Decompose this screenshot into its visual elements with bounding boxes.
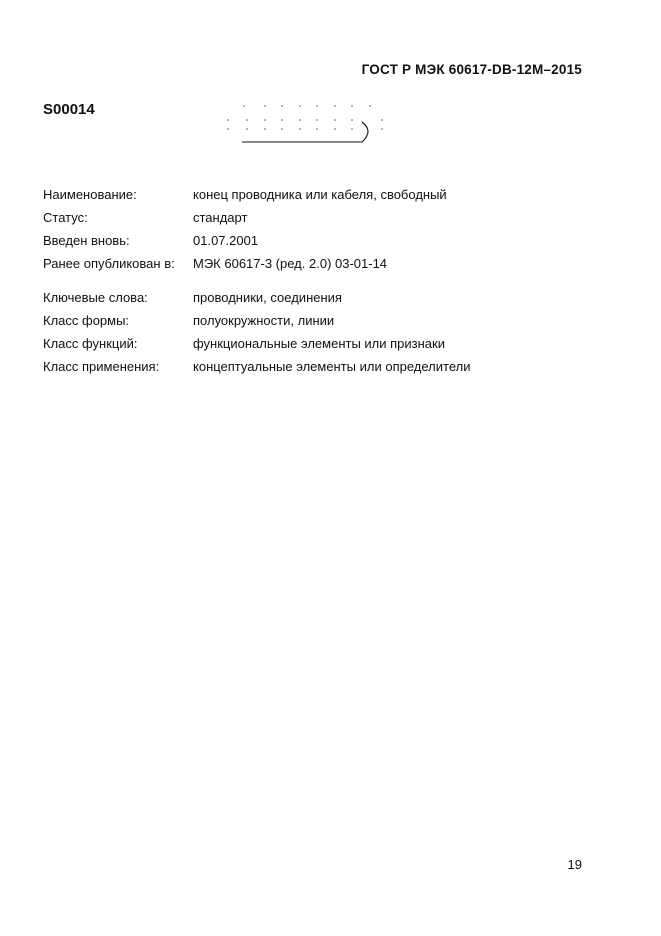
property-label: Введен вновь: bbox=[43, 233, 130, 248]
property-label: Класс применения: bbox=[43, 359, 160, 374]
property-label: Статус: bbox=[43, 210, 88, 225]
property-value: полуокружности, линии bbox=[193, 313, 335, 328]
property-value: МЭК 60617-3 (ред. 2.0) 03-01-14 bbox=[193, 256, 388, 271]
property-value: конец проводника или кабеля, свободный bbox=[193, 187, 447, 202]
property-label: Класс формы: bbox=[43, 313, 130, 328]
free-end-arc bbox=[362, 122, 368, 142]
property-value: концептуальные элементы или определители bbox=[193, 359, 471, 374]
symbol-code: S00014 bbox=[43, 101, 95, 118]
grid-dots bbox=[227, 105, 383, 150]
property-label: Ранее опубликован в: bbox=[43, 256, 175, 271]
property-label: Ключевые слова: bbox=[43, 290, 148, 305]
document-standard-title: ГОСТ Р МЭК 60617-DB-12M–2015 bbox=[361, 62, 582, 77]
property-label: Класс функций: bbox=[43, 336, 138, 351]
property-value: 01.07.2001 bbox=[193, 233, 259, 248]
property-label: Наименование: bbox=[43, 187, 137, 202]
page-number: 19 bbox=[567, 857, 582, 872]
property-value: проводники, соединения bbox=[193, 290, 342, 305]
property-value: стандарт bbox=[193, 210, 248, 225]
property-value: функциональные элементы или признаки bbox=[193, 336, 445, 351]
symbol-graphic bbox=[222, 100, 392, 150]
